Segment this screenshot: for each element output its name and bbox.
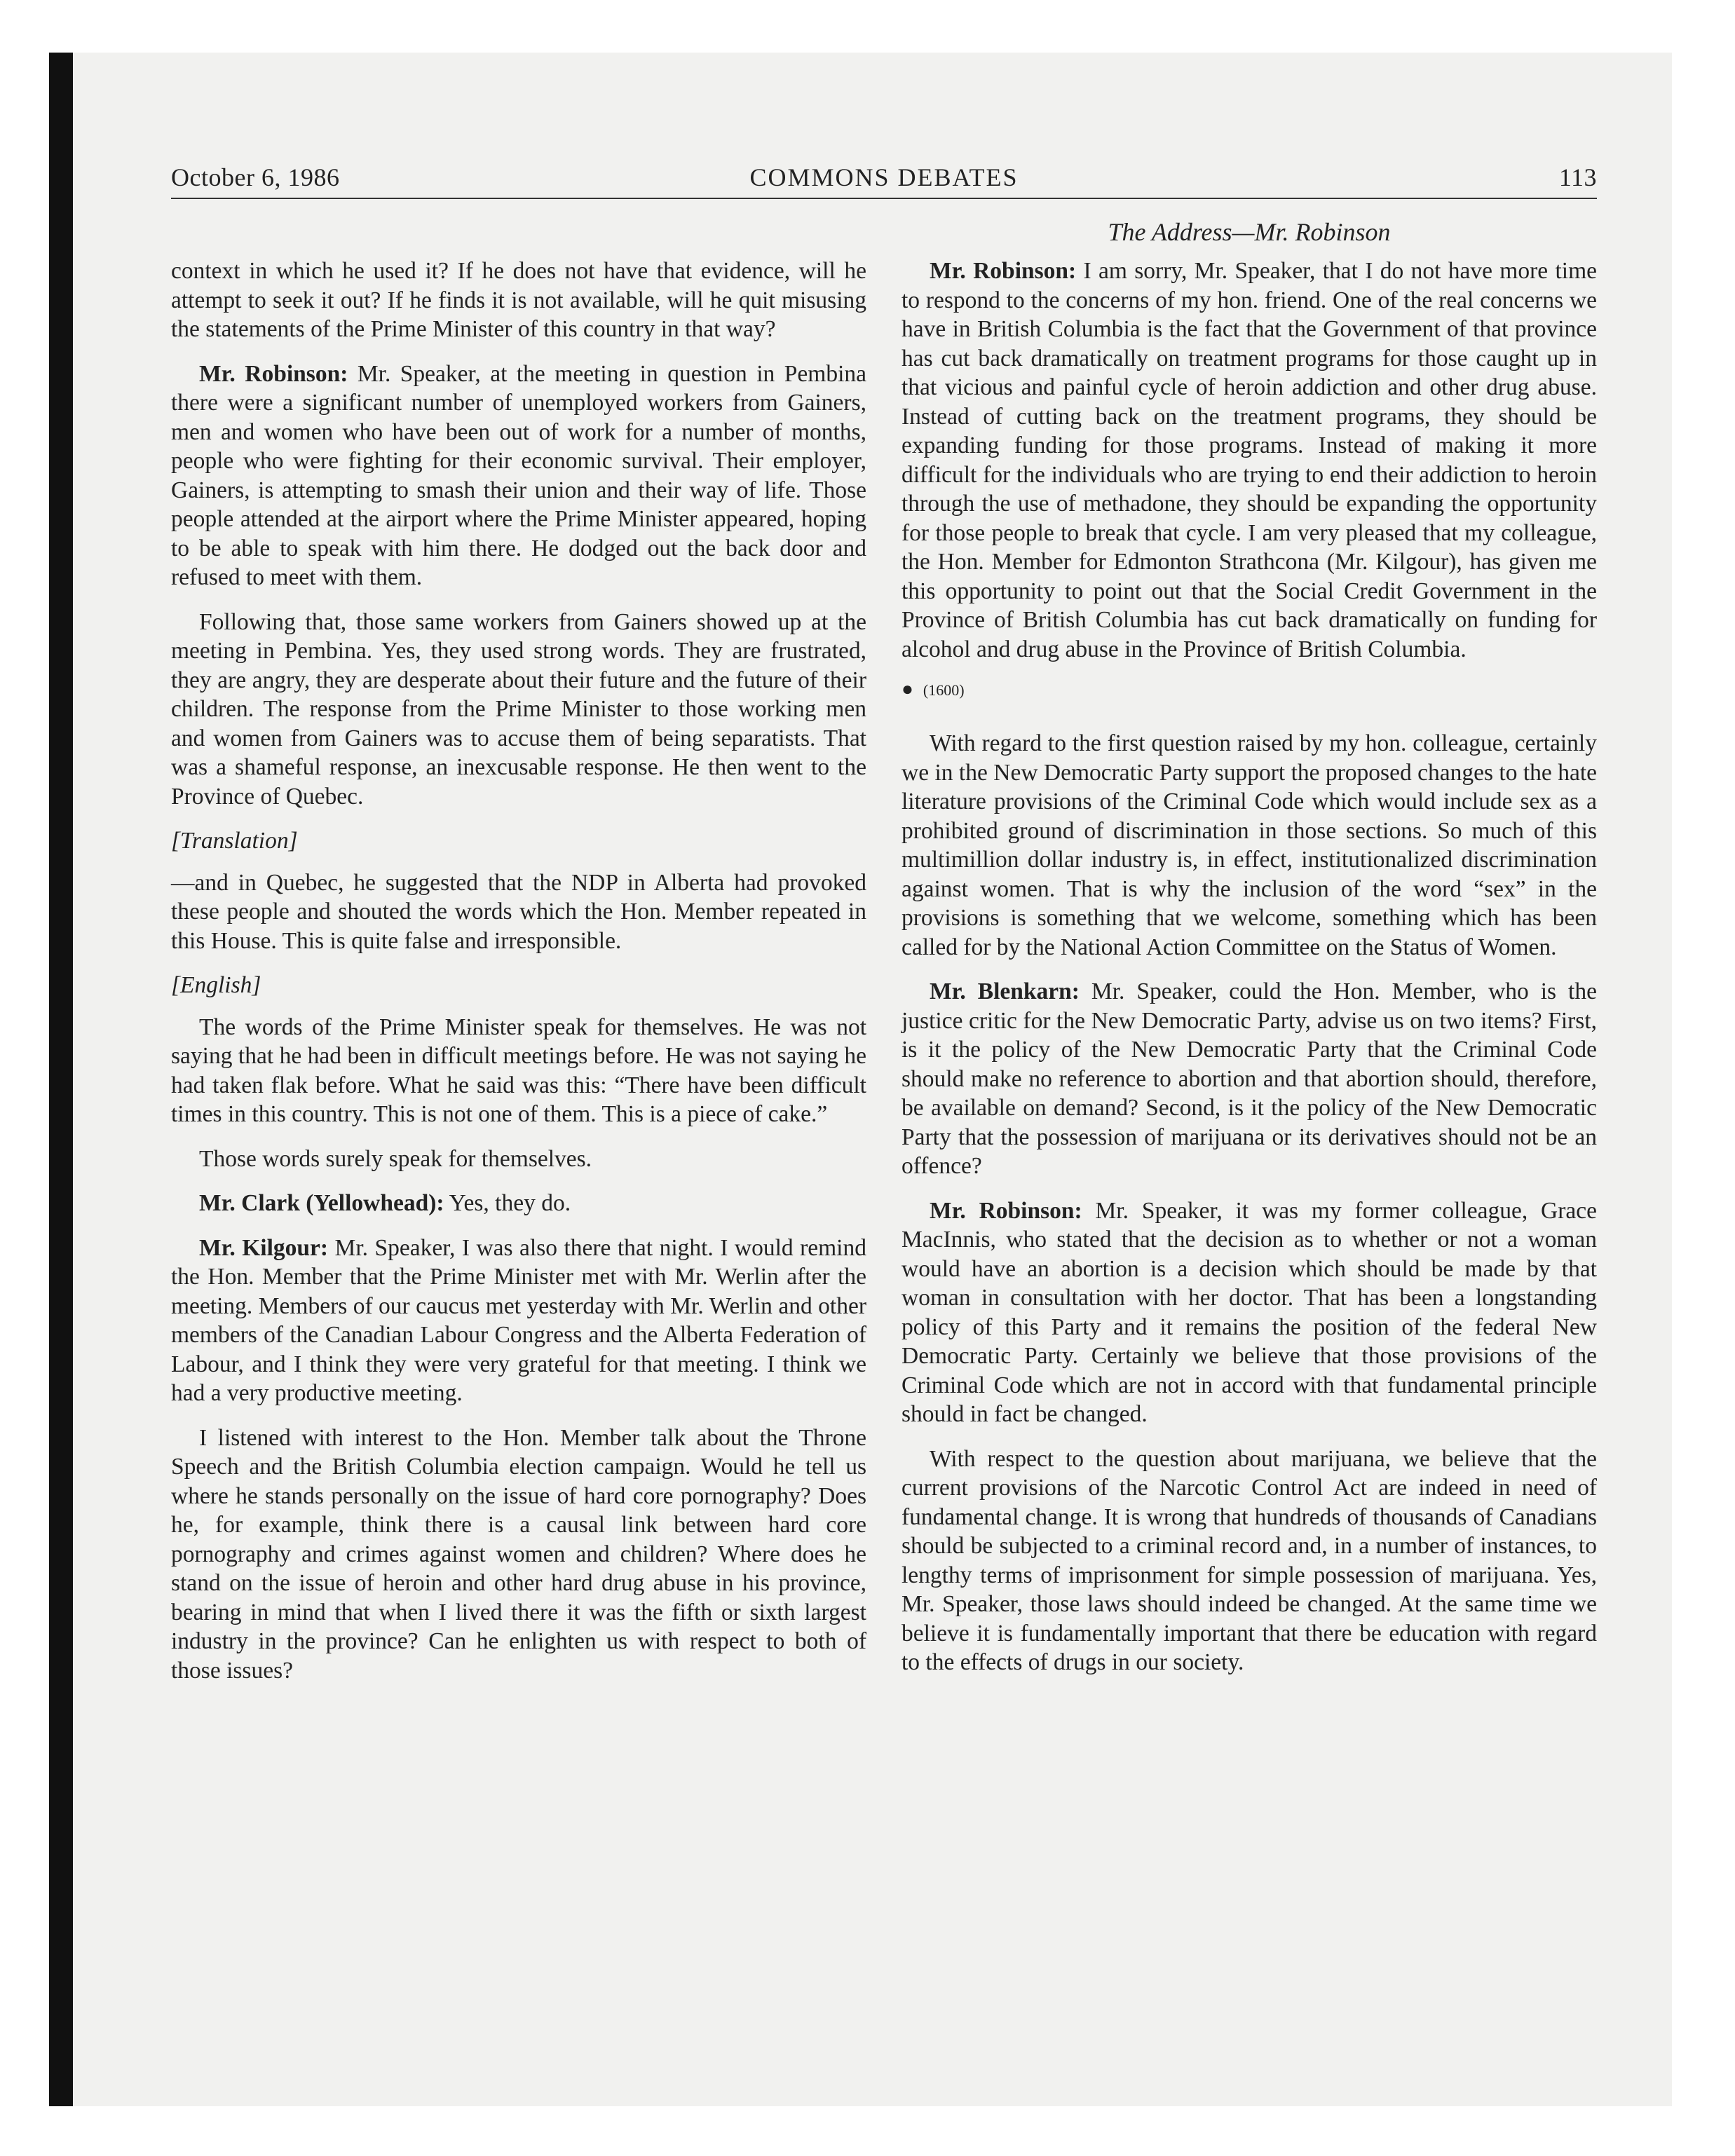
right-column	[901, 257, 1597, 1693]
header-title: COMMONS DEBATES	[749, 163, 1019, 191]
page-header	[171, 163, 1597, 198]
paragraph: Following that, those same workers from Gainers showed up at the meeting in Pembina. Yes, they used strong words. They are frustrated, they are angry, they are desperate about their future and the future of their children. The response from the Prime Minister to those working men and women from Gainers was to accuse them of being separatists. That was a shameful response, an inexcusable response. He then went to the Province of Quebec.	[171, 608, 866, 810]
speaker-name: Mr. Blenkarn:	[930, 978, 1080, 1004]
paragraph: The words of the Prime Minister speak for themselves. He was not saying that he had been in difficult meetings before. He was not saying he had taken flak before. What he said was this: “There have been difficult times in this country. This is not one of them. This is a piece of cake.”	[171, 1014, 866, 1127]
paragraph: With regard to the first question raised by my hon. colleague, certainly we in the New Democratic Party support the proposed changes to the hate literature provisions of the Criminal Code which would include sex as a prohibited ground of discrimination in those sections. So much of this multimillion dollar industry is, in effect, institutionalized discrimination against women. That is why the inclusion of the word “sex” in the provisions is something that we welcome, something which has been called for by the National Action Committee on the Status of Women.	[901, 730, 1597, 960]
paragraph: —and in Quebec, he suggested that the NDP in Alberta had provoked these people and shouted the words which the Hon. Member repeated in this House. This is quite false and irresponsible.	[171, 869, 866, 954]
header-date: October 6, 1986	[171, 163, 340, 191]
bullet-icon: ●	[901, 678, 913, 700]
language-label: [English]	[171, 972, 261, 998]
paragraph	[171, 360, 866, 592]
time-marker	[901, 679, 1597, 701]
speaker-name: Mr. Robinson:	[930, 1197, 1082, 1224]
scan-edge-shadow	[49, 53, 73, 2106]
page-number: 113	[1558, 163, 1597, 191]
left-column	[171, 257, 866, 1700]
speaker-name: Mr. Clark (Yellowhead):	[199, 1190, 444, 1216]
time-marker-text: (1600)	[923, 681, 965, 699]
speaker-name: Mr. Kilgour:	[199, 1234, 329, 1261]
speech-text: Mr. Speaker, it was my former colleague, Grace MacInnis, who stated that the decision as to whether or not a woman would have an abortion is a decision which should be made by that woman in consultation with her doctor. That has been a longstanding policy of this Party and it remains the position of the federal New Democratic Party. Certainly we believe that those provisions of the Criminal Code which are not in accord with that fundamental principle should in fact be changed.	[901, 1197, 1598, 1427]
paragraph	[901, 1196, 1597, 1429]
running-head: The Address—Mr. Robinson	[1108, 218, 1391, 246]
paragraph	[901, 977, 1597, 1181]
paragraph: context in which he used it? If he does not have that evidence, will he attempt to seek it out? If he finds it is not available, will he quit misusing the statements of the Prime Minister of this country in that way?	[171, 258, 866, 342]
paragraph: Those words surely speak for themselves.	[199, 1145, 592, 1172]
speech-text: I am sorry, Mr. Speaker, that I do not have more time to respond to the concerns of my hon. friend. One of the real concerns we have in British Columbia is the fact that the Government of that province has cut back dramatically on treatment programs for those caught up in that vicious and painful cycle of heroin addiction and other drug abuse. Instead of cutting back on the treatment programs, they should be expanding funding for those programs. Instead of making it more difficult for the individuals who are trying to end their addiction to heroin through the use of methadone, they should be expanding the opportunity for those people to break that cycle. I am very pleased that my colleague, the Hon. Member for Edmonton Strathcona (Mr. Kilgour), has given me this opportunity to point out that the Social Credit Government in the Province of British Columbia has cut back dramatically on funding for alcohol and drug abuse in the Province of British Columbia.	[901, 258, 1597, 662]
language-label: [Translation]	[171, 828, 298, 854]
paragraph: I listened with interest to the Hon. Member talk about the Throne Speech and the British Columbia election campaign. Would he tell us where he stands personally on the issue of hard core pornography? Does he, for example, think there is a causal link between hard core pornography and crimes against women and children? Where does he stand on the issue of heroin and other hard drug abuse in his province, bearing in mind that when I lived there it was the fifth or sixth largest industry in the province? Can he enlighten us with respect to both of those issues?	[171, 1424, 866, 1684]
speech-text: Mr. Speaker, I was also there that night. I would remind the Hon. Member that the Prime Minister met with Mr. Werlin after the meeting. Members of our caucus met yesterday with Mr. Werlin and other members of the Canadian Labour Congress and the Alberta Federation of Labour, and I think they were very grateful for that meeting. I think we had a very productive meeting.	[171, 1234, 866, 1406]
header-rule	[171, 198, 1597, 199]
paragraph	[171, 1234, 866, 1408]
paragraph: With respect to the question about marijuana, we believe that the current provisions of the Narcotic Control Act are indeed in need of fundamental change. It is wrong that hundreds of thousands of Canadians should be subjected to a criminal record and, in a number of instances, to lengthy terms of imprisonment for simple possession of marijuana. Yes, Mr. Speaker, those laws should indeed be changed. At the same time we believe it is fundamentally important that there be education with regard to the effects of drugs in our society.	[901, 1445, 1597, 1675]
speech-text: Mr. Speaker, at the meeting in question in Pembina there were a significant number of unemployed workers from Gainers, men and women who have been out of work for a number of months, people who were fighting for their economic survival. Their employer, Gainers, is attempting to smash their union and their way of life. Those people attended at the airport where the Prime Minister appeared, hoping to be able to speak with him there. He dodged out the back door and refused to meet with them.	[171, 360, 866, 590]
speaker-name: Mr. Robinson:	[199, 360, 348, 387]
speech-text: Yes, they do.	[444, 1190, 571, 1216]
paragraph	[171, 1189, 866, 1218]
speaker-name: Mr. Robinson:	[930, 258, 1077, 284]
paragraph	[901, 257, 1597, 664]
speech-text: Mr. Speaker, could the Hon. Member, who is the justice critic for the New Democratic Party, advise us on two items? First, is it the policy of the New Democratic Party that the Criminal Code should make no reference to abortion and that abortion should, therefore, be available on demand? Second, is it the policy of the New Democratic Party that the possession of marijuana or its derivatives should not be an offence?	[901, 978, 1597, 1179]
